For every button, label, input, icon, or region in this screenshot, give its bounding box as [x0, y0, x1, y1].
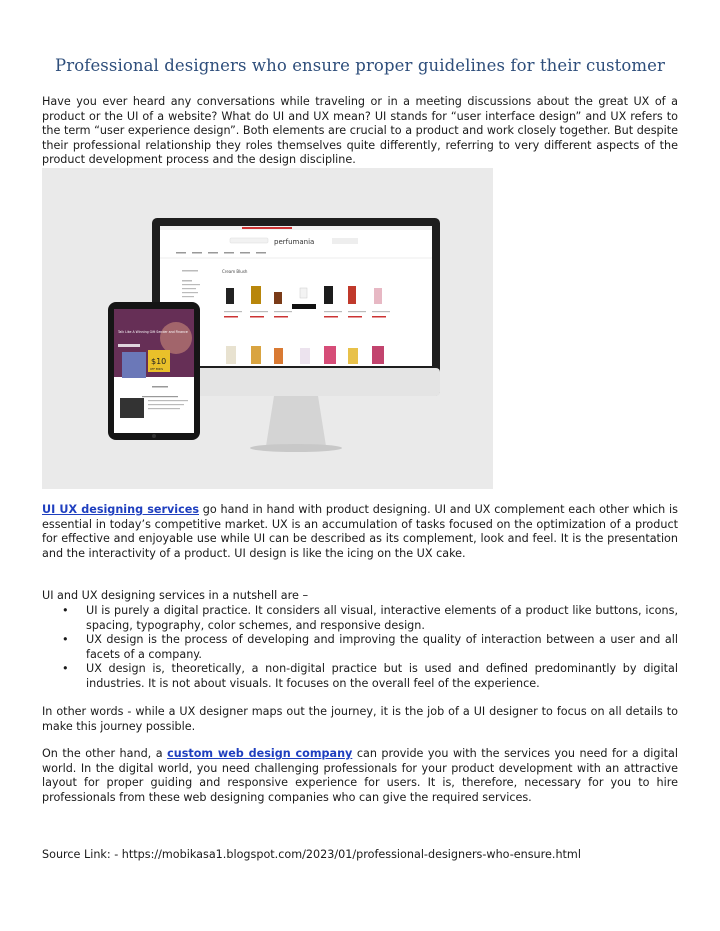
other-hand-suffix: can provide you with the services you need for a digital world. In the digital world, you need challenging professionals for your product development with an attractive layout for proper guiding and responsive experience for users. It is, therefore, necessary for you to hire professionals from these web designing companies who can give the required services. [42, 747, 678, 804]
bullet-list [42, 604, 678, 692]
services-paragraph [42, 503, 678, 561]
bullet-icon: • [62, 633, 69, 647]
tablet-headline: Talk Like A Winning Gift Sender and Finance [118, 330, 188, 334]
other-words-paragraph: In other words - while a UX designer maps out the journey, it is the job of a UI designer to focus on all details to make this journey possible. [42, 705, 678, 733]
list-item [42, 662, 678, 691]
services-text: go hand in hand with product designing. UI and UX complement each other which is essential in today’s competitive market. UX is an accumulation of tasks focused on the optimization of a product for effective and enjoyable use while UI can be described as its complement, look and feel. It is the presentation and the interactivity of a product. UI design is like the icing on the UX cake. [42, 503, 678, 560]
bullet-icon: • [62, 662, 69, 676]
nutshell-intro: UI and UX designing services in a nutshell are – [42, 589, 309, 602]
monitor-base [250, 444, 342, 452]
monitor-logo: perfumania [274, 238, 315, 246]
intro-paragraph: Have you ever heard any conversations while traveling or in a meeting discussions about the great UX of a product or the UI of a website? What do UI and UX mean? UI stands for “user interface design” and UX refers to the term “user experience design”. Both elements are crucial to a product and work closely together. But despite their professional relationship they roles themselves quite differently, referring to very different aspects of the product development process and the design discipline. [42, 95, 678, 167]
source-link: Source Link: - https://mobikasa1.blogspot.com/2023/01/professional-designers-who-ensure.html [42, 848, 581, 861]
monitor-screen [160, 226, 432, 366]
custom-web-design-link[interactable]: custom web design company [167, 747, 353, 760]
hero-image [42, 168, 493, 489]
list-item [42, 604, 678, 633]
other-hand-prefix: On the other hand, a [42, 747, 168, 760]
monitor-heading: Cream Blush [222, 269, 248, 274]
tablet-price-sub: OFF ENDS [150, 368, 164, 371]
page-title: Professional designers who ensure proper guidelines for their customer [55, 56, 665, 75]
ui-ux-services-link[interactable]: UI UX designing services [42, 503, 199, 516]
list-item [42, 633, 678, 662]
bullet-icon: • [62, 604, 69, 617]
bullet-text: UI is purely a digital practice. It considers all visual, interactive elements of a product like buttons, icons, spacing, typography, color schemes, and responsive design. [86, 604, 678, 632]
other-hand-paragraph [42, 747, 678, 805]
bullet-text: UX design is, theoretically, a non-digital practice but is used and defined predominantly by digital industries. It is not about visuals. It focuses on the overall feel of the experience. [86, 662, 678, 690]
tablet-price: $10 [151, 357, 167, 366]
devices-illustration [42, 168, 493, 489]
bullet-text: UX design is the process of developing and improving the quality of interaction between a user and all facets of a company. [86, 633, 678, 661]
monitor-stand [266, 396, 326, 446]
